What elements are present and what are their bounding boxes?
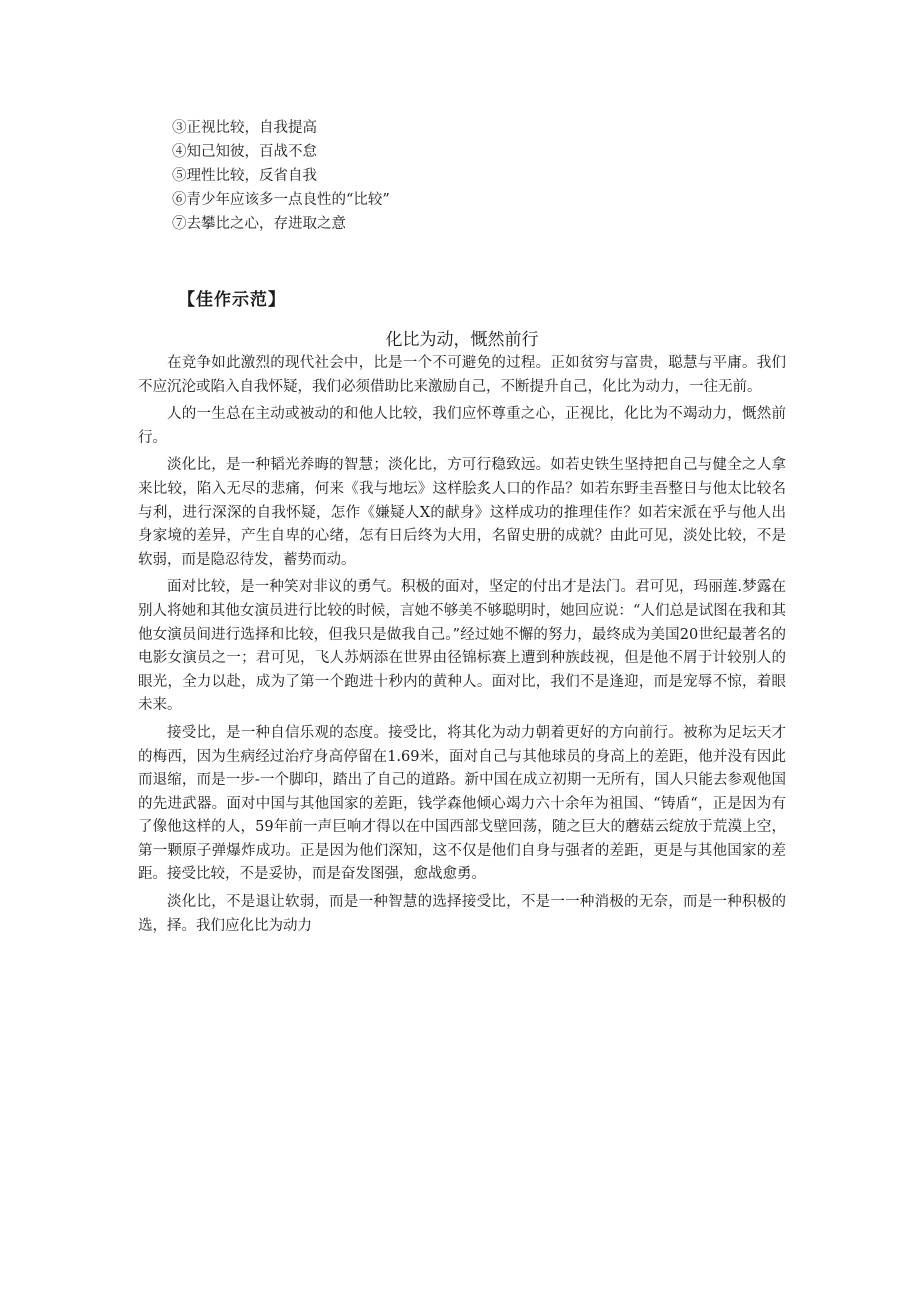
essay-paragraph: 在竞争如此激烈的现代社会中，比是一个不可避免的过程。正如贫穷与富贵，聪慧与平庸。我们不应沉沦或陷入自我怀疑，我们必须借助比来激励自己，不断提升自己，化比为动力，一往无前。	[138, 355, 786, 395]
essay-paragraph: 淡化比，不是退让软弱，而是一种智慧的选择接受比，不是一一种消极的无奈，而是一种积极的选，择。我们应化比为动力	[138, 894, 786, 934]
essay	[138, 328, 786, 942]
essay-paragraph: 淡化比，是一种韬光养晦的智慧；淡化比，方可行稳致远。如若史铁生坚持把自己与健全之人拿来比较，陷入无尽的悲痛，何来《我与地坛》这样脍炙人口的作品？如若东野圭吾整日与他太比较名与利，进行深深的自我怀疑，怎作《嫌疑人X的献身》这样成功的推理佳作？如若宋派在乎与他人出身家境的差异，产生自卑的心绪，怎有日后终为大用，名留史册的成就？由此可见，淡处比较，不是软弱，而是隐忍待发，蓄势而动。	[138, 457, 786, 568]
list-item: ⑥青少年应该多一点良性的“比较”	[172, 192, 390, 208]
list-item: ⑦去攀比之心，存进取之意	[172, 216, 346, 232]
section-heading: 【佳作示范】	[178, 290, 286, 310]
list-item: ③正视比较，自我提高	[172, 120, 317, 136]
list-item: ④知己知彼，百战不怠	[172, 144, 317, 160]
point-list	[172, 116, 772, 236]
essay-paragraph: 面对比较，是一种笑对非议的勇气。积极的面对，坚定的付出才是法门。君可见，玛丽莲.梦露在别人将她和其他女演员进行比较的时候，言她不够美不够聪明时，她回应说：“人们总是试图在我和其他女演员间进行选择和比较，但我只是做我自己。”经过她不懈的努力，最终成为美国20世纪最著名的电影女演员之一；君可见，飞人苏炳添在世界由径锦标赛上遭到种族歧视，但是他不屑于计较别人的眼光，全力以赴，成为了第一个跑进十秒内的黄种人。面对比，我们不是逢迎，而是宠辱不惊，着眼未来。	[138, 579, 786, 714]
essay-paragraph: 人的一生总在主动或被动的和他人比较，我们应怀尊重之心，正视比，化比为不竭动力，慨然前行。	[138, 406, 786, 446]
list-item: ⑤理性比较，反省自我	[172, 168, 317, 184]
essay-title: 化比为动，慨然前行	[385, 330, 539, 350]
essay-paragraph: 接受比，是一种自信乐观的态度。接受比，将其化为动力朝着更好的方向前行。被称为足坛天才的梅西，因为生病经过治疗身高停留在1.69米，面对自己与其他球员的身高上的差距，他并没有因此而退缩，而是一步-一个脚印，踏出了自己的道路。新中国在成立初期一无所有，国人只能去参观他国的先进武器。面对中国与其他国家的差距，钱学森他倾心竭力六十余年为祖国、“铸盾“，正是因为有了像他这样的人，59年前一声巨响才得以在中国西部戈壁回荡，随之巨大的蘑菇云绽放于荒漠上空，第一颗原子弹爆炸成功。正是因为他们深知，这不仅是他们自身与强者的差距，更是与其他国家的差距。接受比较，不是妥协，而是奋发图强，愈战愈勇。	[138, 724, 786, 883]
